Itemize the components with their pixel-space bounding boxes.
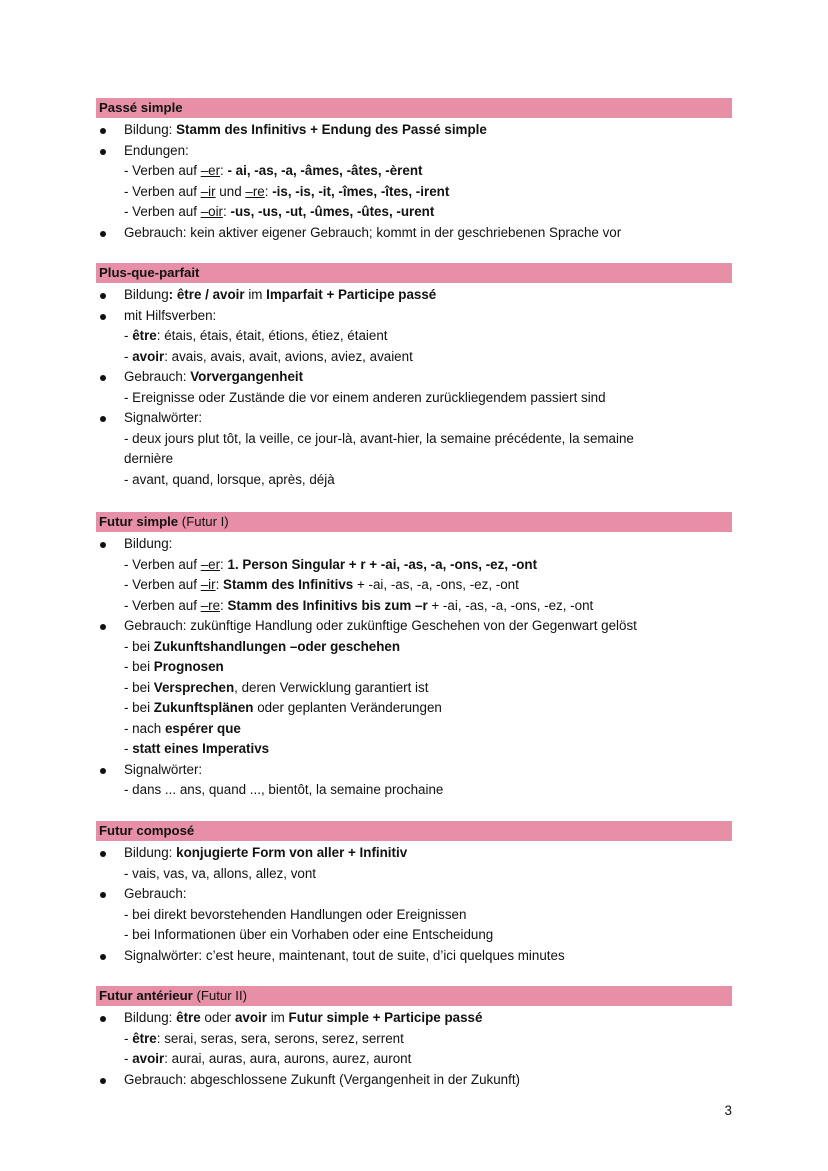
text-run: oder [200,1010,235,1025]
sub-item [96,202,732,223]
section-header [96,512,732,532]
sub-item [96,1029,732,1050]
bold-text: Futur simple + Participe passé [288,1010,483,1025]
text-run: : aurai, auras, aura, aurons, aurez, auront [164,1051,412,1066]
bold-text: Stamm des Infinitivs bis zum –r [227,597,428,613]
section-futur-compose [96,821,732,966]
section-futur-simple [96,512,732,801]
text-run: - Verben auf [124,183,201,199]
underlined-text: –ir [200,577,216,592]
section-header [96,263,732,283]
underlined-text: –ir [200,183,216,199]
section-header [96,986,732,1006]
bold-text: avoir [132,1051,165,1066]
page-number: 3 [724,1103,732,1118]
sub-item [96,678,732,699]
sub-item [96,719,732,740]
text-run: Signalwörter: [124,761,203,777]
bold-text: Zukunftshandlungen –oder geschehen [153,638,401,654]
sub-item [96,555,732,576]
section-header [96,821,732,841]
bold-text: -is, -is, -it, -îmes, -îtes, -irent [272,183,450,199]
text-run: + -ai, -as, -a, -ons, -ez, -ont [427,597,594,613]
section-header [96,98,732,118]
text-run: Gebrauch: kein aktiver eigener Gebrauch; kommt in der geschriebenen Sprache vor [124,224,622,240]
bullet-item [96,1008,732,1029]
bullet-item [96,408,732,429]
text-run: Gebrauch: zukünftige Handlung oder zukünftige Geschehen von der Gegenwart gelöst [124,618,637,633]
text-run: Signalwörter: [124,410,203,425]
section-plus-que-parfait [96,263,732,490]
bold-text: 1. Person Singular + r + -ai, -as, -a, -ons, -ez, -ont [227,556,538,572]
text-run: - bei direkt bevorstehenden Handlungen oder Ereignissen [124,906,467,922]
text-run: - bei [124,638,154,654]
sub-item [96,864,732,885]
bullet-item [96,616,732,637]
text-run: - Verben auf [124,597,201,613]
text-run: : [220,556,228,572]
text-run: : serai, seras, sera, serons, serez, serrent [156,1030,404,1046]
text-run: : [223,204,231,219]
underlined-text: –re [245,183,265,199]
bullet-item [96,367,732,388]
sub-item [96,1049,732,1070]
underlined-text: –re [200,597,221,613]
text-run: mit Hilfsverben: [124,307,217,323]
sub-item [96,905,732,926]
section-title: Futur composé [99,823,195,838]
text-run: - bei [124,679,154,695]
text-run: - Verben auf [124,556,201,572]
bullet-item [96,306,732,327]
bold-text: : être / avoir [168,287,245,302]
text-run: : [264,183,273,199]
sub-item [96,575,732,596]
bullet-item [96,760,732,781]
sub-item [96,347,732,368]
text-run: - Verben auf [124,163,201,178]
sub-item [96,698,732,719]
text-run: : étais, étais, était, étions, étiez, étaient [156,328,388,343]
sub-item [96,780,732,801]
text-run: Endungen: [124,142,189,158]
bullet-item [96,534,732,555]
text-run: - [124,328,133,343]
sub-item [96,925,732,946]
bold-text: - ai, -as, -a, -âmes, -âtes, -èrent [227,163,423,178]
section-body [96,285,732,490]
bold-text: Vorvergangenheit [190,369,304,384]
bullet-item [96,141,732,162]
text-run: - nach [124,720,165,736]
text-run: Bildung: [124,536,173,551]
section-title: Futur antérieur [99,988,193,1003]
bold-text: Stamm des Infinitivs [223,577,354,592]
text-run: - Verben auf [124,577,201,592]
text-run: dernière [124,451,174,466]
bullet-item [96,1070,732,1091]
text-run: Gebrauch: abgeschlossene Zukunft (Vergangenheit in der Zukunft) [124,1071,521,1087]
bold-text: avoir [234,1010,267,1025]
text-run: - [124,1051,133,1066]
sub-item [96,637,732,658]
section-body [96,843,732,966]
text-run: - Ereignisse oder Zustände die vor einem anderen zurückliegendem passiert sind [124,389,606,405]
text-run: im [266,1010,289,1025]
text-run: , deren Verwicklung garantiert ist [234,679,429,695]
text-run: im [244,287,267,302]
bullet-item [96,285,732,306]
section-title-suffix: (Futur I) [178,514,229,529]
bold-text: Imparfait + Participe passé [266,287,437,302]
section-futur-anterieur [96,986,732,1090]
bold-text: Prognosen [153,659,224,674]
bold-text: Zukunftsplänen [153,700,254,715]
text-run: Signalwörter: c’est heure, maintenant, tout de suite, d’ici quelques minutes [124,947,565,963]
text-run: Bildung: [124,122,177,137]
text-run: - avant, quand, lorsque, après, déjà [124,471,335,487]
text-run: Bildung: [124,1010,177,1025]
underlined-text: –er [200,556,221,572]
text-run: - vais, vas, va, allons, allez, vont [124,865,317,881]
bold-text: avoir [132,348,165,364]
bullet-item [96,120,732,141]
sub-item [96,470,732,491]
text-run: - bei [124,659,154,674]
sub-item [96,326,732,347]
bold-text: être [176,1010,201,1025]
bold-text: espérer que [164,720,241,736]
section-title: Futur simple [99,514,179,529]
text-run: Bildung [124,287,169,302]
text-run: + -ai, -as, -a, -ons, -ez, -ont [353,577,519,592]
section-passe-simple [96,98,732,243]
bold-text: -us, -us, -ut, -ûmes, -ûtes, -urent [230,204,435,219]
text-run: : avais, avais, avait, avions, aviez, avaient [164,348,413,364]
text-run: : [220,597,228,613]
text-run: und [215,183,246,199]
bullet-item [96,884,732,905]
text-run: - Verben auf [124,204,201,219]
bold-text: Stamm des Infinitivs + Endung des Passé simple [176,122,487,137]
sub-item [96,739,732,760]
text-run: - bei Informationen über ein Vorhaben oder eine Entscheidung [124,927,494,942]
text-run: - [124,741,133,756]
sub-item [96,388,732,409]
text-run: Gebrauch: [124,369,191,384]
bold-text: être [132,328,157,343]
bold-text: Versprechen [153,679,235,695]
text-run: : [215,577,224,592]
sub-item [96,657,732,678]
sub-item [96,161,732,182]
text-run: : [220,163,228,178]
text-run: oder geplanten Veränderungen [253,700,442,715]
text-run: - [124,348,133,364]
section-title-suffix: (Futur II) [192,988,248,1003]
section-title: Plus-que-parfait [99,265,200,280]
text-run: - dans ... ans, quand ..., bientôt, la semaine prochaine [124,782,444,797]
text-run: - bei [124,700,154,715]
text-run: Bildung: [124,845,177,860]
bullet-item [96,223,732,244]
section-title: Passé simple [99,100,183,115]
bold-text: konjugierte Form von aller + Infinitiv [176,845,408,860]
section-body [96,120,732,243]
bullet-item [96,946,732,967]
section-body [96,534,732,801]
text-run: Gebrauch: [124,886,187,901]
section-body [96,1008,732,1090]
text-run: - [124,1030,133,1046]
underlined-text: –oir [200,204,224,219]
underlined-text: –er [200,163,221,178]
sub-item [96,182,732,203]
sub-item [96,449,732,470]
bold-text: statt eines Imperativs [132,741,270,756]
sub-item [96,596,732,617]
bullet-item [96,843,732,864]
sub-item [96,429,732,450]
bold-text: être [132,1030,157,1046]
text-run: - deux jours plut tôt, la veille, ce jour-là, avant-hier, la semaine précédente, la semaine [124,430,634,446]
